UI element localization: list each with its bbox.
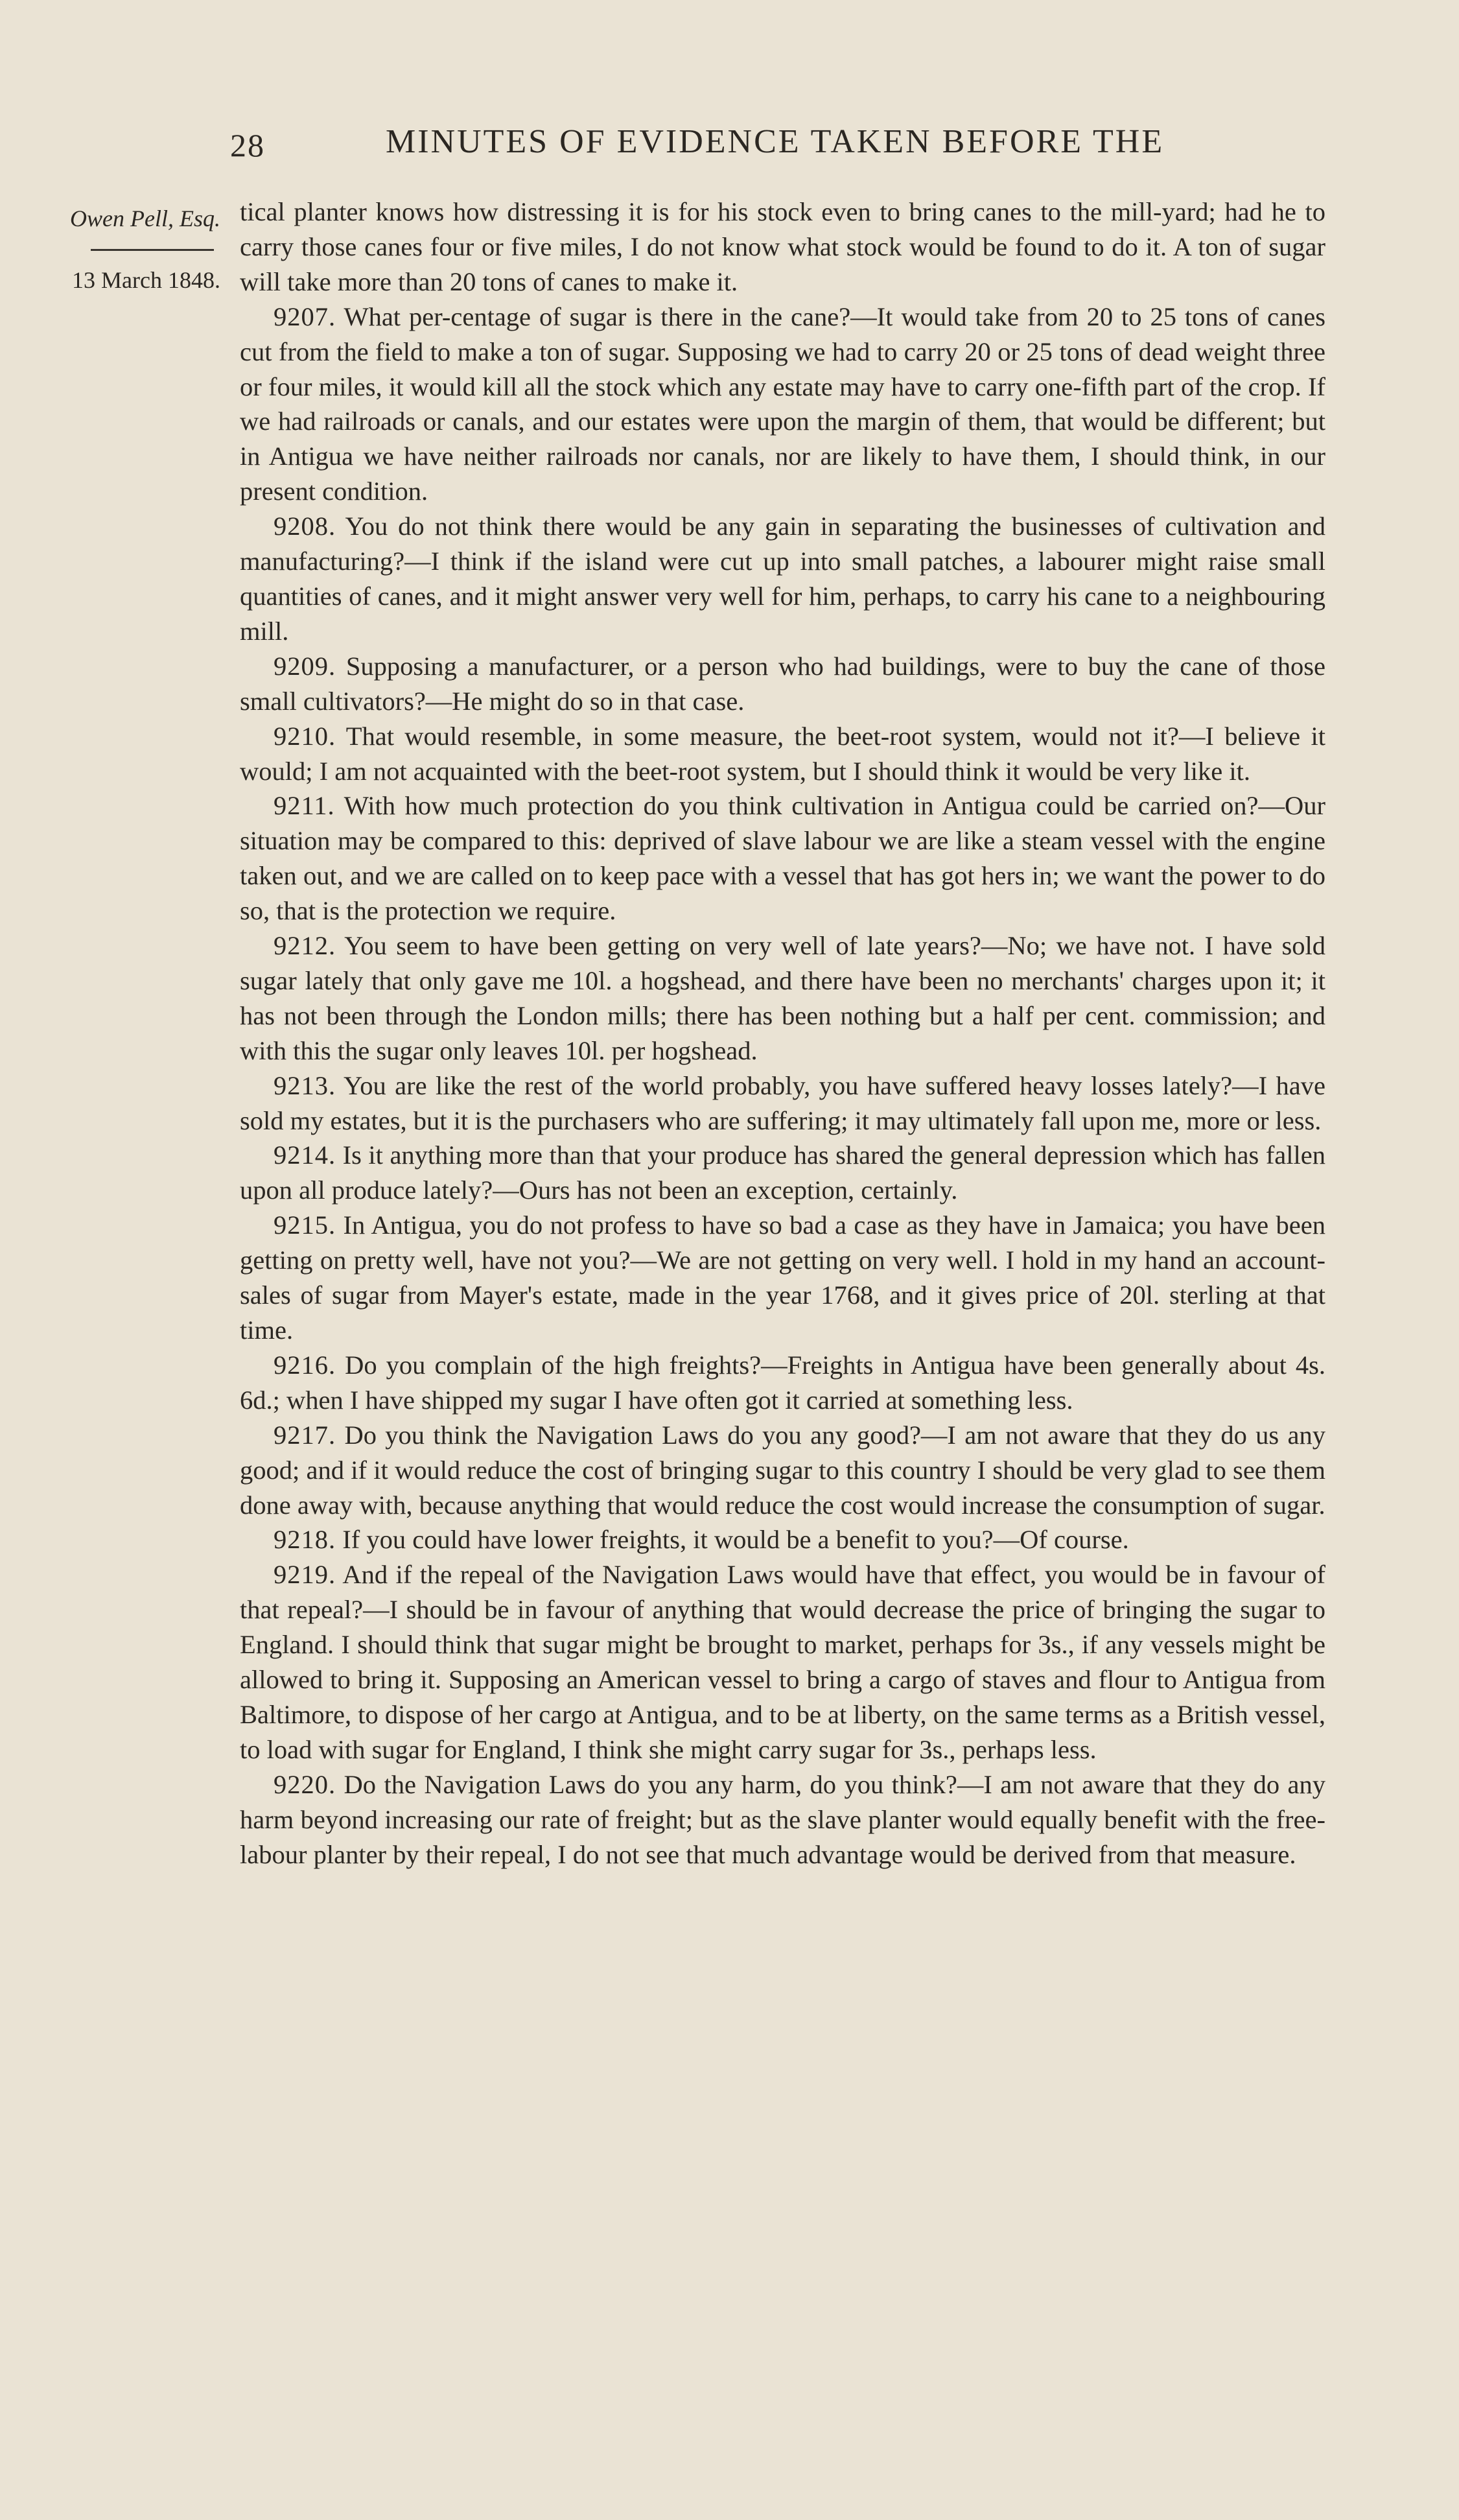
question-number: 9216. <box>274 1350 336 1380</box>
paragraph-continued <box>240 194 1325 300</box>
question-number: 9220. <box>274 1769 336 1799</box>
question-number: 9210. <box>274 721 336 751</box>
question-9214 <box>240 1138 1325 1208</box>
question-number: 9214. <box>274 1140 336 1170</box>
question-9211 <box>240 788 1325 928</box>
question-9217 <box>240 1418 1325 1523</box>
question-9209 <box>240 649 1325 719</box>
question-number: 9212. <box>274 931 336 961</box>
question-number: 9217. <box>274 1420 336 1450</box>
paragraph-text: Is it anything more than that your produce has shared the general depression which has fallen upon all produce lately?—Ours has not been an exception, certainly. <box>240 1140 1326 1205</box>
question-9208 <box>240 509 1325 649</box>
evidence-text <box>240 194 1325 1872</box>
paragraph-text: Do the Navigation Laws do you any harm, do you think?—I am not aware that they do any harm beyond increasing our rate of freight; but as the slave planter would equally benefit with the free-labour planter by their repeal, I do not see that much advantage would be derived from that measure. <box>240 1769 1326 1869</box>
question-9213 <box>240 1068 1325 1138</box>
question-number: 9215. <box>274 1210 336 1240</box>
question-number: 9209. <box>274 651 336 681</box>
margin-note <box>26 201 220 298</box>
paragraph-text: You seem to have been getting on very well of late years?—No; we have not. I have sold sugar lately that only gave me 10l. a hogshead, and there have been no merchants' charges upon it; it has not been through the London mills; there has been nothing but a half per cent. commission; and with this the sugar only leaves 10l. per hogshead. <box>240 931 1325 1065</box>
question-9218 <box>240 1522 1325 1557</box>
paragraph-text: That would resemble, in some measure, the beet-root system, would not it?—I believe it would; I am not acquainted with the beet-root system, but I should think it would be very like it. <box>240 721 1325 786</box>
page-header <box>230 120 1332 172</box>
paragraph-text: tical planter knows how distressing it is for his stock even to bring canes to the mill-yard; had he to carry those canes four or five miles, I do not know what stock would be found to do it. A ton of sugar will take more than 20 tons of canes to make it. <box>240 197 1325 296</box>
running-title: MINUTES OF EVIDENCE TAKEN BEFORE THE <box>386 123 1165 160</box>
paragraph-text: With how much protection do you think cultivation in Antigua could be carried on?—Our situation may be compared to this: deprived of slave labour we are like a steam vessel with the engine taken out, and we are called on to keep pace with a vessel that has got hers in; we want the power to do so, that is the protection we require. <box>240 791 1325 926</box>
question-9212 <box>240 928 1325 1068</box>
question-number: 9213. <box>274 1070 336 1100</box>
question-number: 9207. <box>274 301 336 331</box>
question-9220 <box>240 1767 1325 1872</box>
witness-name: Owen Pell, Esq. <box>70 206 220 231</box>
session-date: 13 March 1848. <box>72 267 220 293</box>
paragraph-text: Supposing a manufacturer, or a person who had buildings, were to buy the cane of those small cultivators?—He might do so in that case. <box>240 651 1326 716</box>
question-number: 9208. <box>274 512 336 541</box>
question-9216 <box>240 1348 1325 1418</box>
paragraph-text: Do you complain of the high freights?—Freights in Antigua have been generally about 4s. 6d.; when I have shipped my sugar I have often got it carried at something less. <box>240 1350 1325 1415</box>
question-number: 9211. <box>274 791 335 821</box>
paragraph-text: What per-centage of sugar is there in the cane?—It would take from 20 to 25 tons of canes cut from the field to make a ton of sugar. Supposing we had to carry 20 or 25 tons of dead weight three or four miles, it would kill all the stock which any estate may have to carry one-fifth part of the crop. If we had railroads or canals, and our estates were upon the margin of them, that would be different; but in Antigua we have neither railroads nor canals, nor are likely to have them, I should think, in our present condition. <box>240 301 1325 506</box>
question-9207 <box>240 300 1325 509</box>
question-9219 <box>240 1557 1325 1767</box>
margin-rule <box>91 249 214 251</box>
paragraph-text: And if the repeal of the Navigation Laws would have that effect, you would be in favour of that repeal?—I should be in favour of anything that would decrease the price of bringing the sugar to England. I should think that sugar might be brought to market, perhaps for 3s., if any vessels might be allowed to bring it. Supposing an American vessel to bring a cargo of staves and flour to Antigua from Baltimore, to dispose of her cargo at Antigua, and to be at liberty, on the same terms as a British vessel, to load with sugar for England, I think she might carry sugar for 3s., perhaps less. <box>240 1560 1326 1764</box>
paragraph-text: Do you think the Navigation Laws do you any good?—I am not aware that they do us any good; and if it would reduce the cost of bringing sugar to this country I should be very glad to see them done away with, because anything that would reduce the cost would increase the consumption of sugar. <box>240 1420 1325 1520</box>
page-number: 28 <box>230 127 265 163</box>
paragraph-text: You are like the rest of the world probably, you have suffered heavy losses lately?—I have sold my estates, but it is the purchasers who are suffering; it may ultimately fall upon me, more or less. <box>240 1070 1325 1135</box>
question-9210 <box>240 719 1325 789</box>
paragraph-text: If you could have lower freights, it would be a benefit to you?—Of course. <box>342 1525 1129 1555</box>
paragraph-text: In Antigua, you do not profess to have so bad a case as they have in Jamaica; you have been getting on pretty well, have not you?—We are not getting on very well. I hold in my hand an account-sales of sugar from Mayer's estate, made in the year 1768, and it gives price of 20l. sterling at that time. <box>240 1210 1325 1345</box>
question-9215 <box>240 1208 1325 1348</box>
question-number: 9218. <box>274 1525 336 1555</box>
question-number: 9219. <box>274 1560 336 1590</box>
paragraph-text: You do not think there would be any gain in separating the businesses of cultivation and manufacturing?—I think if the island were cut up into small patches, a labourer might raise small quantities of canes, and it might answer very well for him, perhaps, to carry his cane to a neighbouring mill. <box>240 512 1325 646</box>
